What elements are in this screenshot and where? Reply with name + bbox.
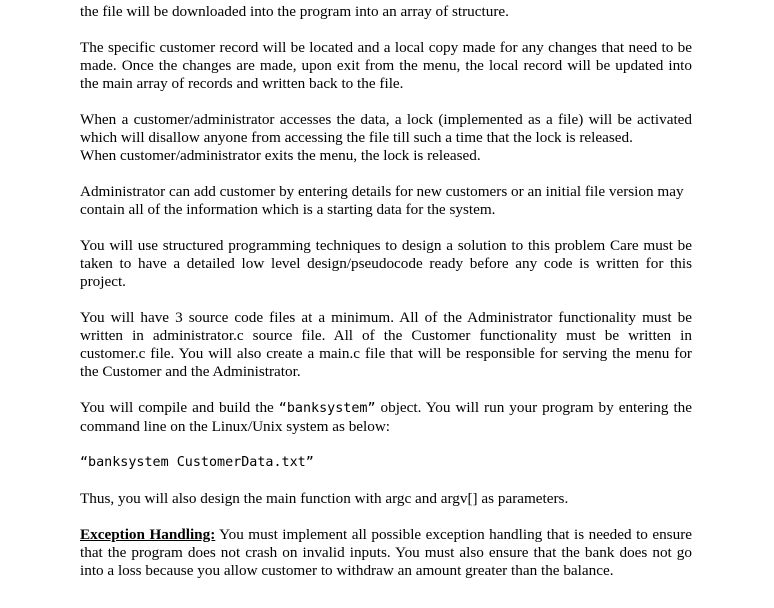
compile-text-before: You will compile and build the [80,399,279,416]
compile-text-after: object. You will run your program by entering the command line on the Linux/Unix system as below: [80,399,693,435]
paragraph-lock [80,111,692,165]
document-page [80,0,692,580]
paragraph-local-copy: The specific customer record will be located and a local copy made for any changes that need to be made. Once the changes are made, upon exit from the menu, the local record will be updated into the main array of records and written back to the file. [80,39,692,92]
paragraph-lock-text: When a customer/administrator accesses the data, a lock (implemented as a file) will be activated which will disallow anyone from accessing the file till such a time that the lock is released. [80,111,692,146]
exception-handling-heading: Exception Handling: [80,526,216,543]
paragraph-structured-programming: You will use structured programming techniques to design a solution to this problem Care must be taken to have a detailed low level design/pseudocode ready before any code is written for this project. [80,237,692,290]
paragraph-main-function: Thus, you will also design the main function with argc and argv[] as parameters. [80,490,569,507]
command-line-example: “banksystem CustomerData.txt” [80,455,314,470]
compile-object-name: “banksystem” [278,401,376,416]
paragraph-source-files: You will have 3 source code files at a minimum. All of the Administrator functionality must be written in administrator.c source file. All of the Customer functionality must be written in customer.c file. You will also create a main.c file that will be responsible for serving the menu for the Customer and the Administrator. [80,309,692,380]
paragraph-compile [80,399,692,436]
paragraph-exception-handling [80,526,692,580]
paragraph-lock-release: When customer/administrator exits the menu, the lock is released. [80,147,481,164]
paragraph-intro: the file will be downloaded into the program into an array of structure. [80,3,509,20]
exception-handling-body: You must implement all possible exception handling that is needed to ensure that the program does not crash on invalid inputs. You must also ensure that the bank does not go into a loss because you allow customer to withdraw an amount greater than the balance. [80,526,692,579]
paragraph-admin-add: Administrator can add customer by entering details for new customers or an initial file version may contain all of the information which is a starting data for the system. [80,183,684,218]
